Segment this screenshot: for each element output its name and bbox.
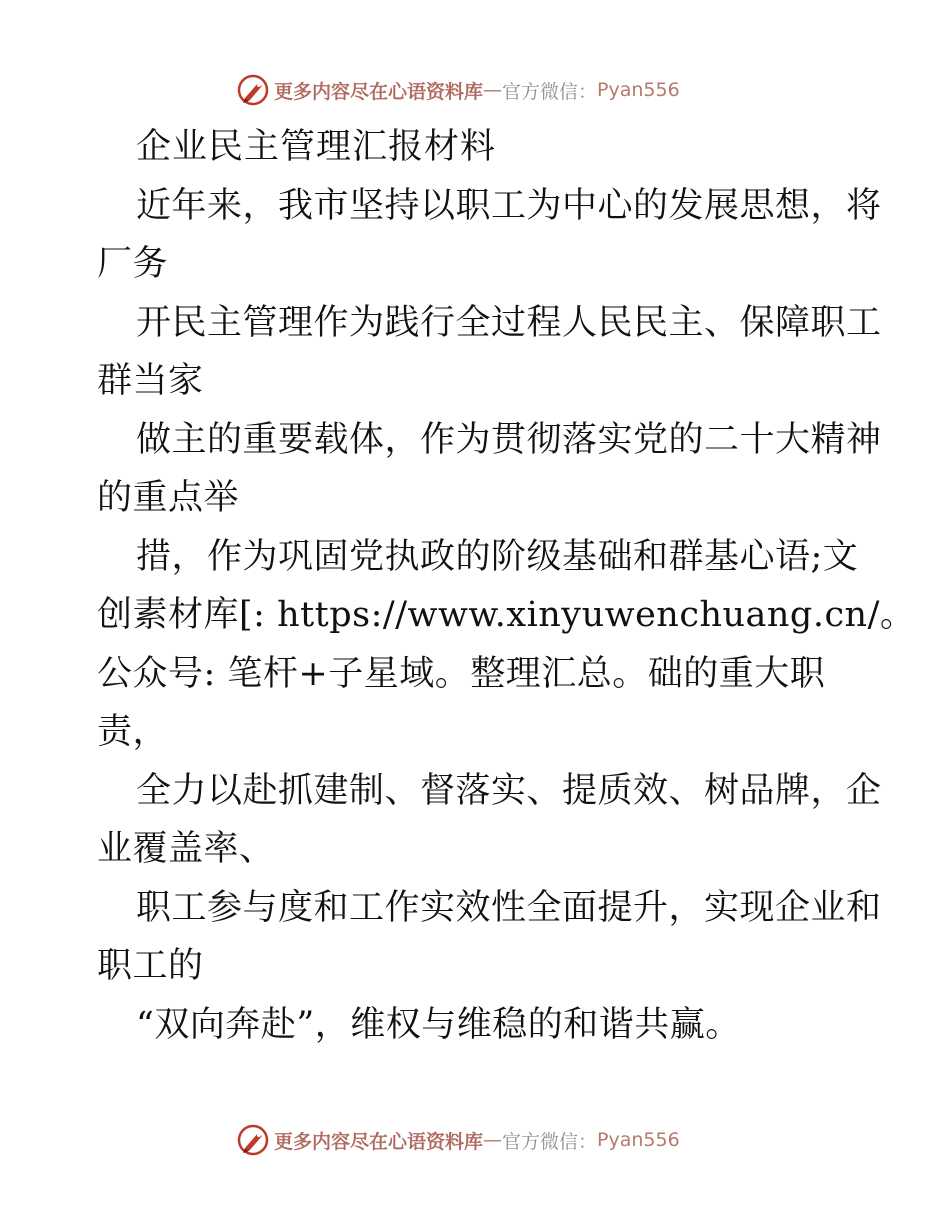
paragraph-line: 业覆盖率、 — [97, 829, 275, 869]
banner-wechat-id: Pyan556 — [597, 1129, 680, 1151]
paragraph-line: 厂务 — [97, 244, 169, 284]
paragraph-line: 创素材库[: https://www.xinyuwenchuang.cn/。 — [97, 595, 916, 635]
banner-wechat-id: Pyan556 — [597, 79, 680, 101]
paragraph-line: 措，作为巩固党执政的阶级基础和群基心语;文 — [136, 536, 859, 577]
banner-wechat-label: 官方微信： — [502, 1130, 598, 1153]
pen-logo-icon — [236, 73, 270, 107]
paragraph-line: 全力以赴抓建制、督落实、提质效、树品牌，企 — [136, 770, 882, 811]
paragraph-line: 做主的重要载体，作为贯彻落实党的二十大精神 — [136, 419, 882, 460]
banner-separator: — — [483, 1129, 503, 1151]
paragraph-line: 职工参与度和工作实效性全面提升，实现企业和 — [136, 887, 882, 928]
footer-banner — [236, 1122, 680, 1158]
paragraph-line: 开民主管理作为践行全过程人民民主、保障职工 — [136, 302, 882, 343]
paragraph-line: 群当家 — [97, 361, 204, 401]
banner-separator: — — [483, 79, 503, 101]
banner-wechat-label: 官方微信： — [502, 80, 598, 103]
paragraph-line: “双向奔赴”，维权与维稳的和谐共赢。 — [136, 1004, 741, 1045]
paragraph-line: 公众号: 笔杆+子星域。整理汇总。础的重大职 — [97, 653, 826, 694]
paragraph-line: 近年来，我市坚持以职工为中心的发展思想，将 — [136, 185, 882, 226]
document-title: 企业民主管理汇报材料 — [136, 127, 497, 167]
banner-brand: 更多内容尽在心语资料库 — [274, 1130, 484, 1153]
paragraph-line: 责， — [97, 712, 169, 752]
pen-logo-icon — [236, 1123, 270, 1157]
document-body — [97, 118, 916, 1054]
banner-brand: 更多内容尽在心语资料库 — [274, 80, 484, 103]
paragraph-line: 的重点举 — [97, 478, 240, 518]
paragraph-line: 职工的 — [97, 946, 204, 986]
header-banner — [236, 72, 680, 108]
